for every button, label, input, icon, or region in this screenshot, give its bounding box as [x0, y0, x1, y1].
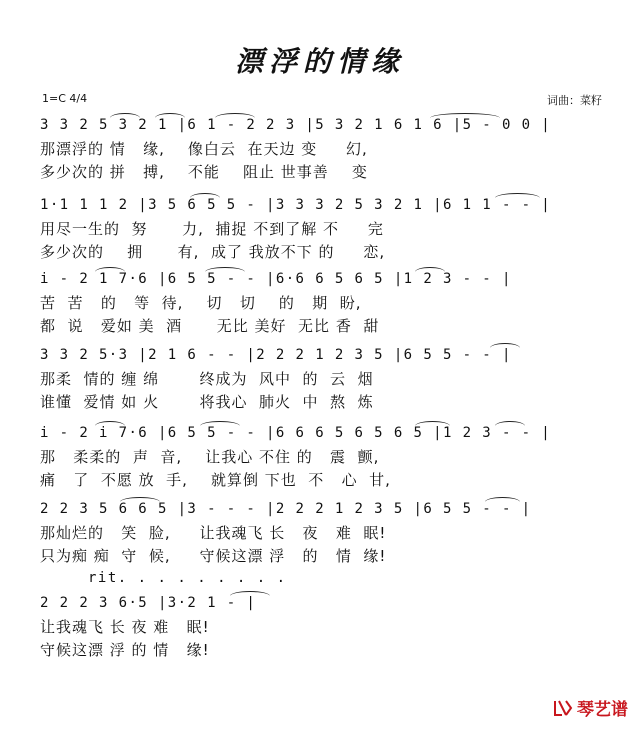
lyric-line-2: 都 说 爱如 美 酒 无比 美好 无比 香 甜	[40, 317, 380, 335]
lyric-line-2: 守候这漂 浮 的 情 缘!	[40, 641, 210, 659]
lyric-line-2: 谁懂 爱情 如 火 将我心 肺火 中 熬 炼	[40, 393, 374, 411]
score-row-7	[40, 590, 610, 662]
brand-mark-icon	[553, 699, 573, 717]
score-row-4	[40, 342, 610, 414]
notation-line: 3 3 2 5 3 2 1 |6 1 - 2 2 3 |5 3 2 1 6 1 6 |5 - 0 0 |	[40, 117, 552, 133]
lyric-line-2: 痛 了 不愿 放 手, 就算倒 下也 不 心 甘,	[40, 471, 391, 489]
score-row-6	[40, 496, 610, 568]
brand-logo	[553, 695, 628, 720]
notation-line: i - 2 i 7·6 |6 5 5 - - |6 6 6 5 6 5 6 5 |1 2 3 - - |	[40, 425, 552, 441]
lyric-line-1: 用尽一生的 努 力, 捕捉 不到了解 不 完	[40, 220, 384, 238]
lyric-line-1: 那灿烂的 笑 脸, 让我魂飞 长 夜 难 眠!	[40, 524, 387, 542]
lyric-line-1: 苦 苦 的 等 待, 切 切 的 期 盼,	[40, 294, 362, 312]
lyric-line-2: 只为痴 痴 守 候, 守候这漂 浮 的 情 缘!	[40, 547, 387, 565]
key-signature: 1=C 4/4	[42, 92, 88, 105]
notation-line: 3 3 2 5·3 |2 1 6 - - |2 2 2 1 2 3 5 |6 5 5 - - |	[40, 347, 512, 363]
ritardando-mark: rit. . . . . . . . .	[88, 570, 287, 586]
lyric-line-1: 让我魂飞 长 夜 难 眠!	[40, 618, 210, 636]
notation-line: 2 2 2 3 6·5 |3·2 1 - |	[40, 595, 257, 611]
brand-logo-text: 琴艺谱	[577, 700, 628, 720]
song-title: 漂浮的情缘	[234, 45, 405, 78]
lyric-line-1: 那柔 情的 缠 绵 终成为 风中 的 云 烟	[40, 370, 374, 388]
notation-line: i - 2 1 7·6 |6 5 5 - - |6·6 6 5 6 5 |1 2 3 - - |	[40, 271, 512, 287]
score-row-3	[40, 266, 610, 338]
score-row-5	[40, 420, 610, 492]
notation-line: 1·1 1 1 2 |3 5 6 5 5 - |3 3 3 2 5 3 2 1 |6 1 1 - - |	[40, 197, 552, 213]
score-row-1	[40, 112, 610, 184]
score-row-2	[40, 192, 610, 264]
lyric-line-2: 多少次的 拥 有, 成了 我放不下 的 恋,	[40, 243, 386, 261]
composer-credit: 词曲：菜籽	[547, 94, 602, 107]
lyric-line-1: 那 柔柔的 声 音, 让我心 不住 的 震 颤,	[40, 448, 380, 466]
notation-line: 2 2 3 5 6 6 5 |3 - - - |2 2 2 1 2 3 5 |6 5 5 - - |	[40, 501, 532, 517]
lyric-line-1: 那漂浮的 情 缘, 像白云 在天边 变 幻,	[40, 140, 368, 158]
lyric-line-2: 多少次的 拼 搏, 不能 阻止 世事善 变	[40, 163, 368, 181]
